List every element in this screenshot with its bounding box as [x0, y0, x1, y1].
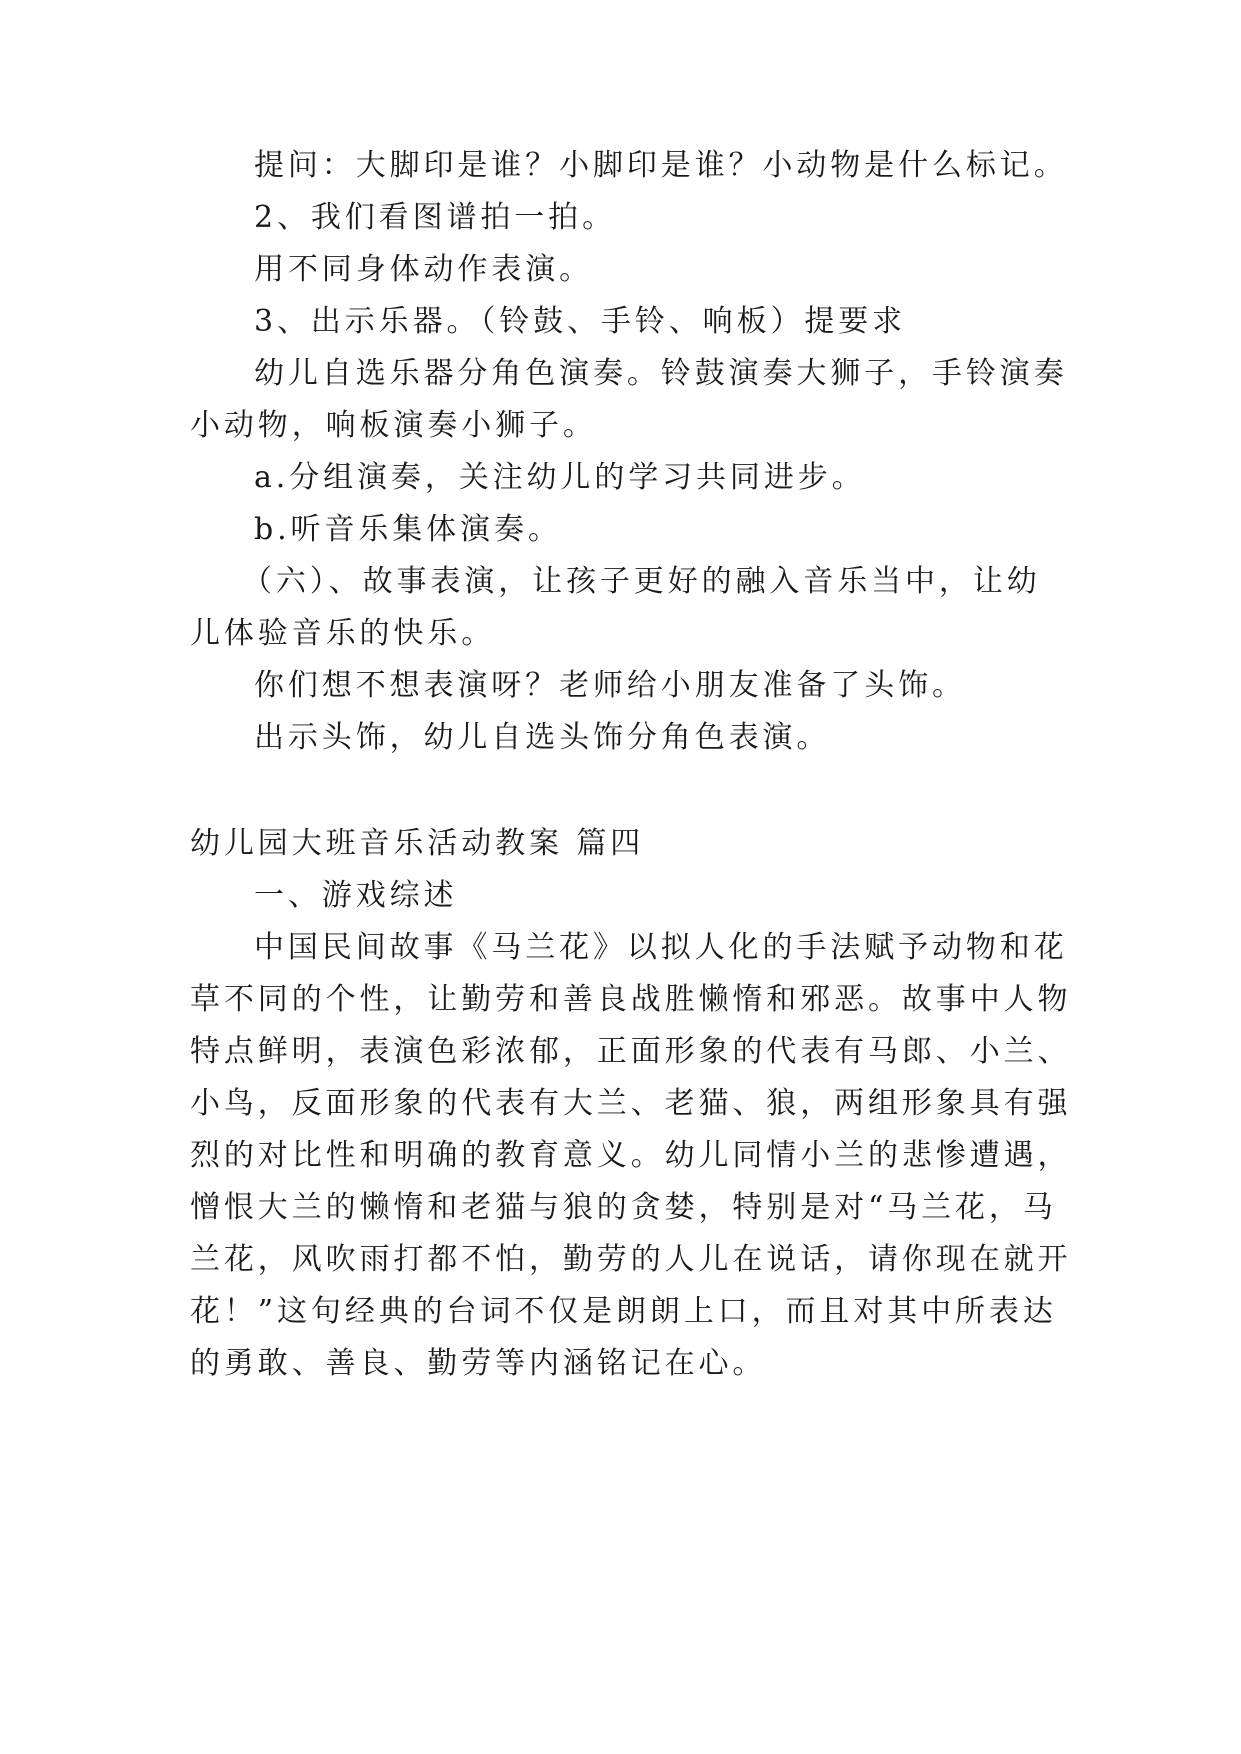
story-performance-line-1: （六）、故事表演，让孩子更好的融入音乐当中，让幼 — [242, 564, 1041, 599]
paragraph-line: 花！”这句经典的台词不仅是朗朗上口，而且对其中所表达 — [190, 1294, 1057, 1329]
paragraph-line: 中国民间故事《马兰花》以拟人化的手法赋予动物和花 — [254, 930, 1068, 965]
step-2-line: 2、我们看图谱拍一拍。 — [254, 200, 616, 235]
section-title: 幼儿园大班音乐活动教案 篇四 — [190, 826, 645, 861]
instrument-roles-line-1: 幼儿自选乐器分角色演奏。铃鼓演奏大狮子，手铃演奏 — [254, 356, 1068, 391]
step-3-line: 3、出示乐器。（铃鼓、手铃、响板）提要求 — [254, 304, 907, 339]
section-subheading: 一、游戏综述 — [254, 878, 458, 913]
step-b-line: b.听音乐集体演奏。 — [254, 512, 562, 547]
paragraph-line: 小鸟，反面形象的代表有大兰、老猫、狼，两组形象具有强 — [190, 1086, 1072, 1121]
paragraph-line: 兰花，风吹雨打都不怕，勤劳的人儿在说话，请你现在就开 — [190, 1242, 1072, 1277]
paragraph-line: 特点鲜明，表演色彩浓郁，正面形象的代表有马郎、小兰、 — [190, 1034, 1072, 1069]
headwear-line: 出示头饰，幼儿自选头饰分角色表演。 — [254, 720, 831, 755]
paragraph-line: 烈的对比性和明确的教育意义。幼儿同情小兰的悲惨遭遇， — [190, 1138, 1072, 1173]
instrument-roles-line-2: 小动物，响板演奏小狮子。 — [190, 408, 597, 443]
story-performance-line-2: 儿体验音乐的快乐。 — [190, 616, 496, 651]
paragraph-line: 的勇敢、善良、勤劳等内涵铭记在心。 — [190, 1346, 767, 1381]
paragraph-line: 草不同的个性，让勤劳和善良战胜懒惰和邪恶。故事中人物 — [190, 982, 1072, 1017]
paragraph-line: 憎恨大兰的懒惰和老猫与狼的贪婪，特别是对“马兰花，马 — [190, 1190, 1057, 1225]
step-a-line: a.分组演奏，关注幼儿的学习共同进步。 — [254, 460, 866, 495]
body-movement-line: 用不同身体动作表演。 — [254, 252, 593, 287]
teacher-question-line: 你们想不想表演呀？老师给小朋友准备了头饰。 — [254, 668, 966, 703]
question-line: 提问：大脚印是谁？小脚印是谁？小动物是什么标记。 — [254, 148, 1068, 183]
